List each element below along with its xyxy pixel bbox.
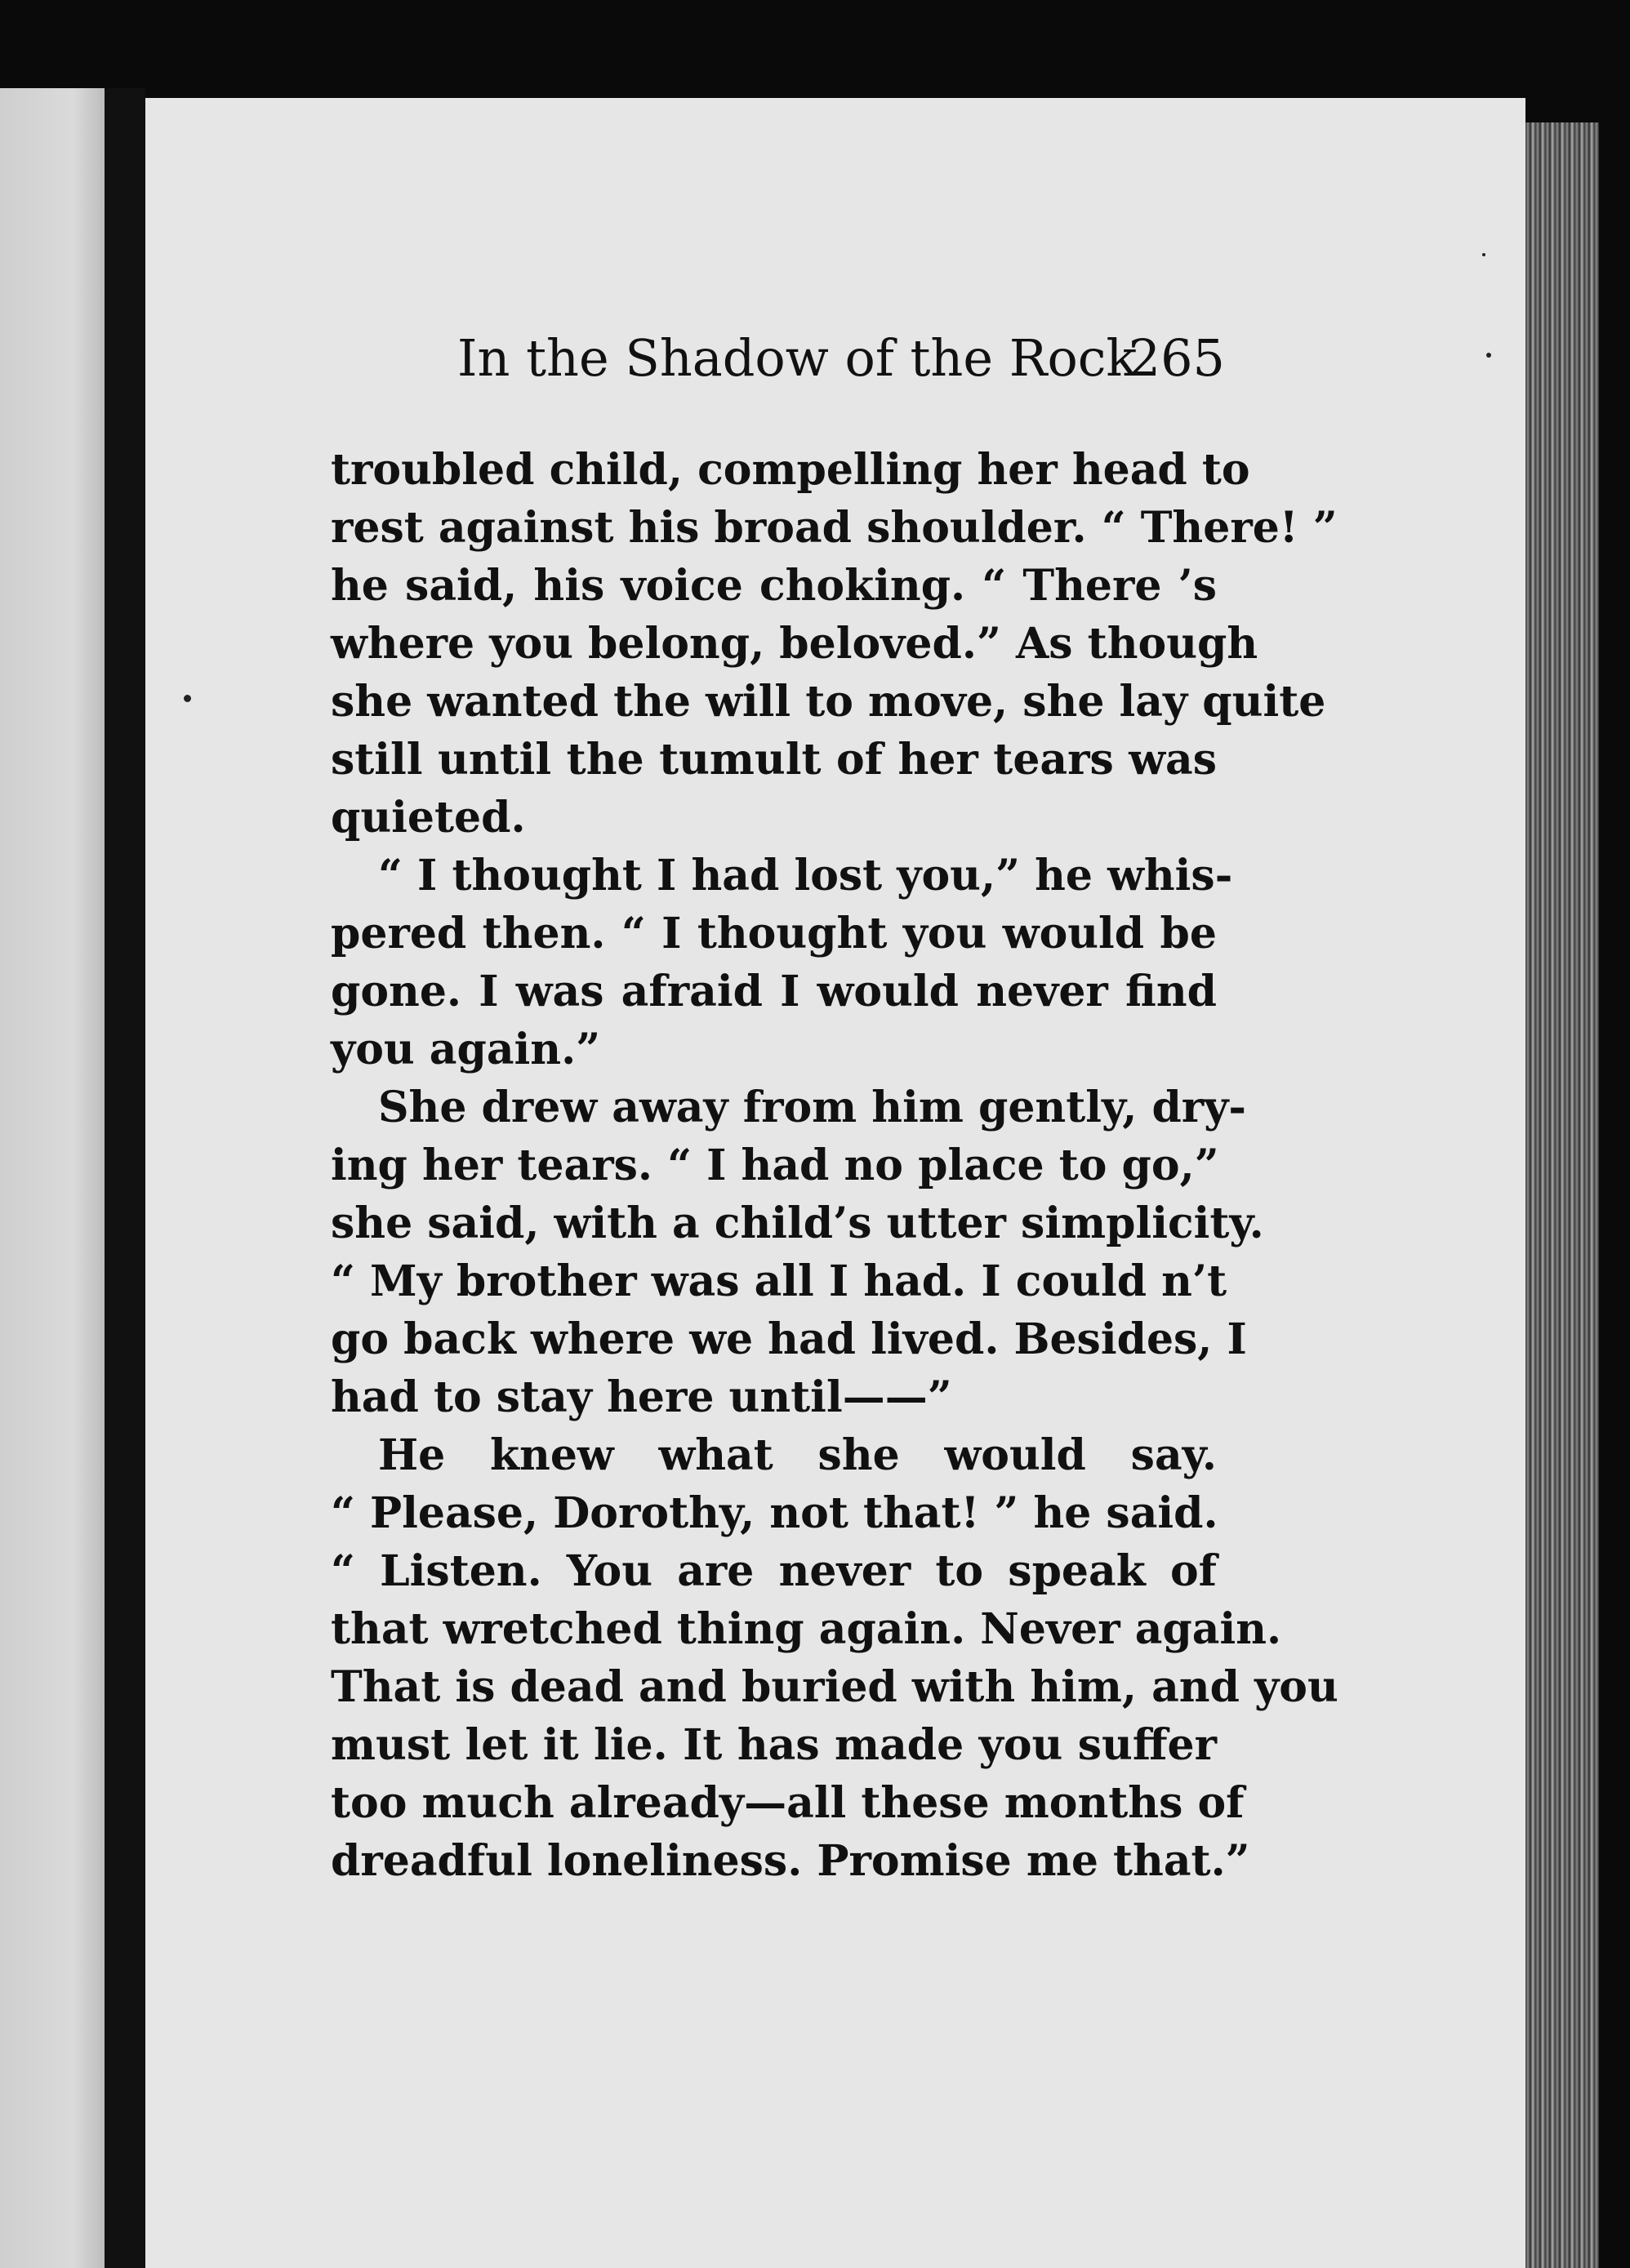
- scan-speck: [184, 695, 191, 702]
- running-head: [457, 328, 1225, 402]
- facing-page-edge: [0, 88, 105, 2268]
- text-line: had to stay here until——”: [331, 1372, 952, 1422]
- text-line: “ I thought I had lost you,” he whis-: [378, 851, 1233, 901]
- text-line: “ Please, Dorothy, not that! ” he said.: [331, 1488, 1218, 1538]
- text-line: dreadful loneliness. Promise me that.”: [331, 1836, 1250, 1886]
- text-line: troubled child, compelling her head to: [331, 445, 1250, 495]
- body-text: [331, 441, 1338, 1890]
- text-line: pered then. “ I thought you would be: [331, 909, 1217, 958]
- text-line: too much already—all these months of: [331, 1778, 1245, 1828]
- text-line: “ Listen. You are never to speak of: [331, 1546, 1217, 1596]
- text-line: he said, his voice choking. “ There ’s: [331, 561, 1217, 611]
- scan-speck: [1486, 353, 1491, 358]
- running-head-title: In the Shadow of the Rock: [457, 328, 1138, 388]
- text-line: gone. I was afraid I would never find: [331, 967, 1217, 1016]
- text-line: ing her tears. “ I had no place to go,”: [331, 1141, 1219, 1190]
- page-number: 265: [1128, 328, 1225, 388]
- text-line: That is dead and buried with him, and you: [331, 1662, 1338, 1712]
- text-line: where you belong, beloved.” As though: [331, 619, 1258, 669]
- text-line: must let it lie. It has made you suffer: [331, 1720, 1217, 1770]
- book-gutter: [105, 88, 145, 2268]
- text-line: still until the tumult of her tears was: [331, 735, 1217, 785]
- text-line: that wretched thing again. Never again.: [331, 1604, 1282, 1654]
- text-line: you again.”: [331, 1025, 601, 1074]
- page-stack-edges: [1525, 122, 1599, 2268]
- text-line: He knew what she would say.: [378, 1430, 1217, 1480]
- text-line: she wanted the will to move, she lay quite: [331, 677, 1326, 727]
- scan-speck: [1482, 253, 1485, 256]
- text-line: She drew away from him gently, dry-: [378, 1083, 1247, 1132]
- text-line: go back where we had lived. Besides, I: [331, 1314, 1247, 1364]
- text-line: quieted.: [331, 793, 526, 843]
- text-line: rest against his broad shoulder. “ There! ”: [331, 503, 1338, 553]
- text-line: she said, with a child’s utter simplicity.: [331, 1198, 1264, 1248]
- text-line: “ My brother was all I had. I could n’t: [331, 1256, 1227, 1306]
